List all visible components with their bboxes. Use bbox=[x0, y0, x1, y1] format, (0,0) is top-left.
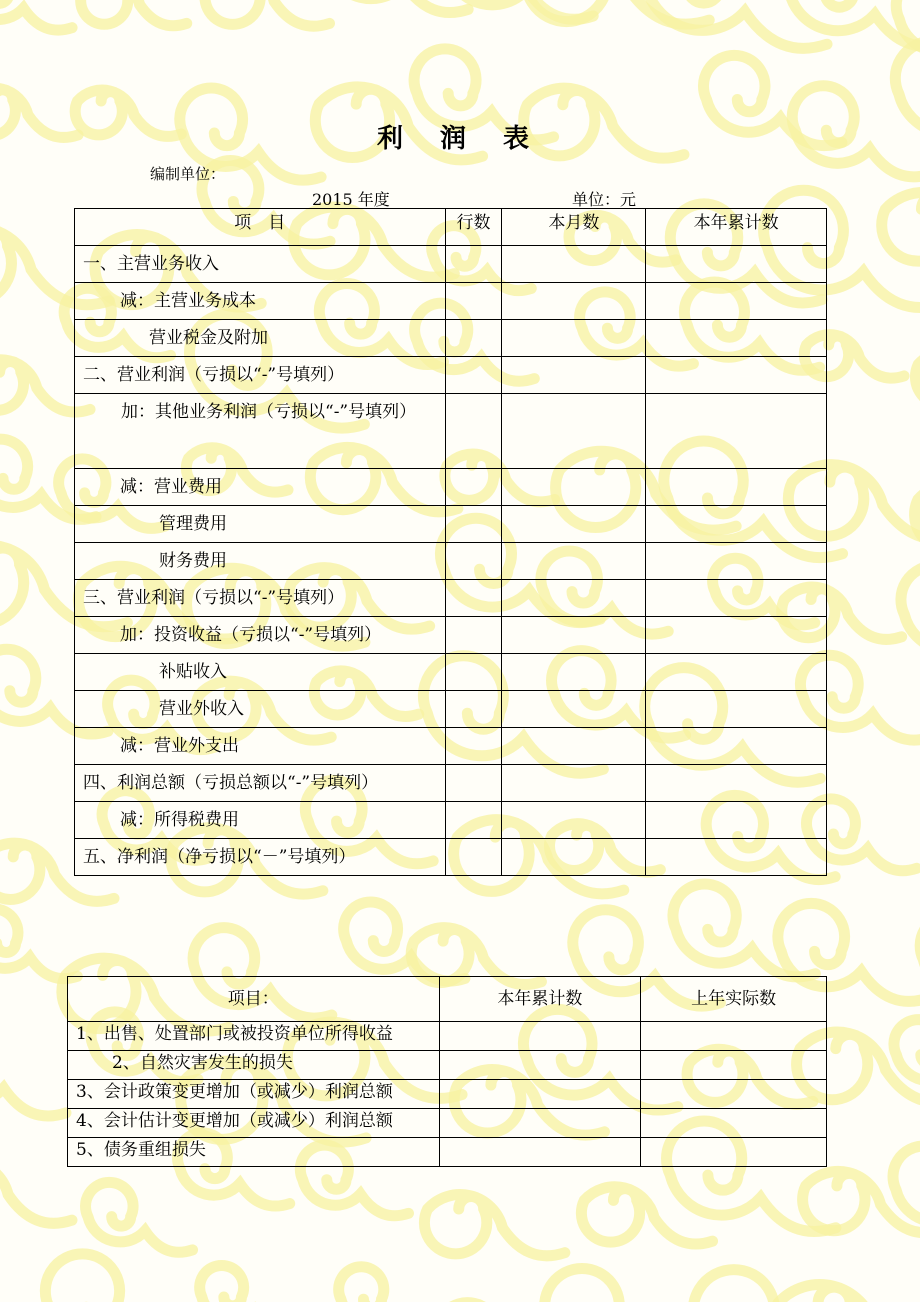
swirl-shape bbox=[324, 0, 468, 13]
swirl-shape bbox=[673, 884, 815, 977]
cell bbox=[502, 802, 646, 839]
cell bbox=[445, 580, 502, 617]
header-item: 项目： bbox=[68, 977, 440, 1022]
header-month: 本月数 bbox=[502, 209, 646, 246]
table-row bbox=[75, 283, 827, 320]
cell bbox=[502, 543, 646, 580]
cell bbox=[445, 617, 502, 654]
cell bbox=[646, 246, 827, 283]
row-label: 营业税金及附加 bbox=[75, 320, 446, 357]
header-ytd: 本年累计数 bbox=[439, 977, 641, 1022]
table-header-row bbox=[75, 209, 827, 246]
table-row bbox=[75, 506, 827, 543]
table-row bbox=[75, 617, 827, 654]
swirl-shape bbox=[901, 566, 920, 666]
swirl-shape bbox=[0, 0, 72, 30]
swirl-shape bbox=[424, 1195, 564, 1256]
supplementary-table bbox=[67, 976, 827, 1167]
swirl-shape bbox=[81, 0, 187, 26]
cell bbox=[641, 1051, 827, 1080]
row-label: 3、会计政策变更增加（或减少）利润总额 bbox=[68, 1080, 440, 1109]
cell bbox=[502, 617, 646, 654]
cell bbox=[502, 654, 646, 691]
table-row bbox=[75, 469, 827, 506]
cell bbox=[502, 580, 646, 617]
row-label: 三、营业利润（亏损以“-”号填列） bbox=[75, 580, 446, 617]
cell bbox=[502, 320, 646, 357]
cell bbox=[445, 506, 502, 543]
cell bbox=[502, 506, 646, 543]
cell bbox=[502, 283, 646, 320]
cell bbox=[445, 691, 502, 728]
swirl-shape bbox=[774, 1285, 920, 1302]
table-row bbox=[68, 1138, 827, 1167]
row-label: 五、净利润（净亏损以“－”号填列） bbox=[75, 839, 446, 876]
header-line-no: 行数 bbox=[445, 209, 502, 246]
table-row bbox=[75, 691, 827, 728]
row-label: 5、债务重组损失 bbox=[68, 1138, 440, 1167]
row-label: 减：所得税费用 bbox=[75, 802, 446, 839]
table-row bbox=[75, 580, 827, 617]
cell bbox=[646, 839, 827, 876]
row-label: 减：主营业务成本 bbox=[75, 283, 446, 320]
row-label: 财务费用 bbox=[75, 543, 446, 580]
row-label: 一、主营业务收入 bbox=[75, 246, 446, 283]
row-label: 营业外收入 bbox=[75, 691, 446, 728]
table-row bbox=[75, 246, 827, 283]
swirl-shape bbox=[205, 0, 330, 26]
row-label: 减：营业费用 bbox=[75, 469, 446, 506]
row-label: 4、会计估计变更增加（或减少）利润总额 bbox=[68, 1109, 440, 1138]
table-row bbox=[75, 728, 827, 765]
cell bbox=[445, 728, 502, 765]
table-row bbox=[75, 320, 827, 357]
header-ytd: 本年累计数 bbox=[646, 209, 827, 246]
cell bbox=[502, 246, 646, 283]
row-label: 四、利润总额（亏损总额以“-”号填列） bbox=[75, 765, 446, 802]
cell bbox=[646, 357, 827, 394]
cell bbox=[445, 654, 502, 691]
swirl-shape bbox=[581, 1187, 712, 1244]
income-statement-table bbox=[74, 208, 827, 876]
swirl-shape bbox=[339, 1267, 441, 1302]
cell bbox=[445, 320, 502, 357]
cell bbox=[502, 357, 646, 394]
swirl-shape bbox=[0, 1161, 72, 1224]
cell bbox=[439, 1080, 641, 1109]
table-row bbox=[75, 394, 827, 469]
cell bbox=[646, 654, 827, 691]
cell bbox=[502, 728, 646, 765]
cell bbox=[646, 394, 827, 469]
row-label: 二、营业利润（亏损以“-”号填列） bbox=[75, 357, 446, 394]
cell bbox=[646, 506, 827, 543]
row-label: 补贴收入 bbox=[75, 654, 446, 691]
cell bbox=[445, 839, 502, 876]
cell bbox=[646, 543, 827, 580]
swirl-shape bbox=[0, 1024, 66, 1116]
table-row bbox=[68, 1109, 827, 1138]
cell bbox=[641, 1022, 827, 1051]
row-label-text: 加：其他业务利润（亏损以“-”号填列） bbox=[121, 402, 417, 422]
table-row bbox=[68, 1080, 827, 1109]
cell bbox=[445, 283, 502, 320]
cell bbox=[439, 1109, 641, 1138]
table-row bbox=[75, 839, 827, 876]
cell bbox=[646, 802, 827, 839]
cell bbox=[439, 1138, 641, 1167]
cell bbox=[641, 1109, 827, 1138]
cell bbox=[445, 246, 502, 283]
cell bbox=[646, 691, 827, 728]
row-label bbox=[75, 394, 446, 469]
cell bbox=[646, 765, 827, 802]
table-row bbox=[75, 802, 827, 839]
row-label: 管理费用 bbox=[75, 506, 446, 543]
cell bbox=[445, 357, 502, 394]
org-label: 编制单位： bbox=[150, 165, 226, 183]
swirl-shape bbox=[86, 1182, 193, 1252]
cell bbox=[646, 320, 827, 357]
table-row bbox=[75, 765, 827, 802]
header-item: 项 目 bbox=[75, 209, 446, 246]
cell bbox=[502, 394, 646, 469]
cell bbox=[646, 283, 827, 320]
row-label: 减：营业外支出 bbox=[75, 728, 446, 765]
table-row bbox=[68, 1022, 827, 1051]
cell bbox=[502, 839, 646, 876]
swirl-shape bbox=[915, 351, 920, 407]
swirl-shape bbox=[882, 193, 920, 264]
cell bbox=[502, 691, 646, 728]
cell bbox=[646, 469, 827, 506]
row-label: 加：投资收益（亏损以“-”号填列） bbox=[75, 617, 446, 654]
cell bbox=[445, 765, 502, 802]
cell bbox=[439, 1022, 641, 1051]
cell bbox=[502, 469, 646, 506]
page-title: 利 润 表 bbox=[376, 124, 544, 154]
cell bbox=[641, 1138, 827, 1167]
table-row bbox=[75, 543, 827, 580]
cell bbox=[646, 580, 827, 617]
header-prior-year: 上年实际数 bbox=[641, 977, 827, 1022]
table-row bbox=[68, 1051, 827, 1080]
swirl-shape bbox=[545, 1268, 713, 1302]
swirl-shape bbox=[45, 1254, 212, 1302]
cell bbox=[445, 469, 502, 506]
swirl-shape bbox=[200, 1265, 299, 1302]
table-header-row bbox=[68, 977, 827, 1022]
row-label: 1、出售、处置部门或被投资单位所得收益 bbox=[68, 1022, 440, 1051]
cell bbox=[445, 802, 502, 839]
cell bbox=[646, 728, 827, 765]
cell bbox=[646, 617, 827, 654]
cell bbox=[439, 1051, 641, 1080]
table-row bbox=[75, 357, 827, 394]
unit-label: 单位：元 bbox=[572, 190, 637, 209]
cell bbox=[502, 765, 646, 802]
table-row bbox=[75, 654, 827, 691]
cell bbox=[445, 543, 502, 580]
row-label: 2、自然灾害发生的损失 bbox=[68, 1051, 440, 1080]
cell bbox=[445, 394, 502, 469]
cell bbox=[641, 1080, 827, 1109]
year-label: 2015 年度 bbox=[312, 190, 390, 209]
